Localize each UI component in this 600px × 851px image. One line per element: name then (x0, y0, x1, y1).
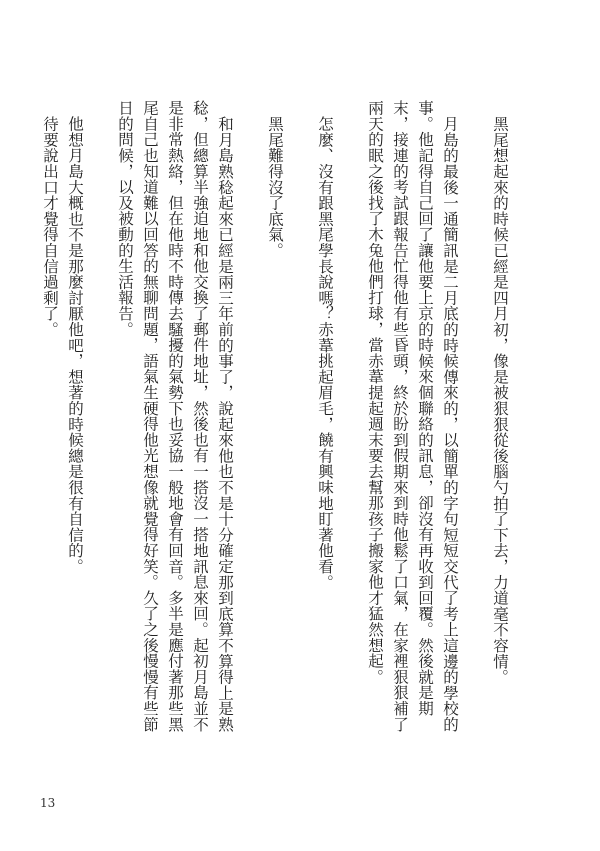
paragraph-gap (237, 100, 262, 740)
paragraph-4: 黑尾難得沒了底氣。 (266, 115, 284, 258)
paragraph-gap (87, 100, 112, 740)
paragraph-5: 和月島熟稔起來已經是兩三年前的事了，說起來他也不是十分確定那到底算不算得上是熟稔，但總算半強迫地和他交換了郵件地址，然後也有一搭沒一搭地訊息來回。起初月島並不是非常熱絡，但在他時不時傳去騷擾的氣勢下也妥協一般地會有回音。多半是應付著那些黑尾自己也知道難以回答的無聊問題，語氣生硬得他光想像就覺得好笑。久了之後慢慢有些節日的問候，以及被動的生活報告。 (116, 100, 234, 732)
paragraph-gap (337, 100, 362, 740)
vertical-text-body (41, 100, 512, 740)
paragraph-gap (287, 100, 312, 740)
paragraph-3: 怎麼、沒有跟黑尾學長說嗎？赤葦挑起眉毛，饒有興味地盯著他看。 (316, 115, 334, 590)
paragraph-6: 他想月島大概也不是那麼討厭他吧，想著的時候總是很有自信的。 (66, 115, 84, 574)
paragraph-2: 月島的最後一通簡訊是二月底的時候傳來的，以簡單的字句短短交代了考上這邊的學校的事。他記得自己回了讓他要上京的時候來個聯絡的訊息，卻沒有再收到回覆。然後就是期末，接連的考試跟報告忙得他有些昏頭，終於盼到假期來到時他鬆了口氣，在家裡狠狠補了兩天的眠之後找了木兔他們打球，當赤葦提起週末要去幫那孩子搬家他才猛然想起。 (366, 100, 459, 732)
paragraph-1: 黑尾想起來的時候已經是四月初，像是被狠狠從後腦勺拍了下去，力道毫不容情。 (491, 115, 509, 685)
paragraph-gap (462, 100, 487, 740)
paragraph-7: 待要說出口才覺得自信過剩了。 (41, 115, 59, 337)
page-number: 13 (40, 796, 56, 810)
